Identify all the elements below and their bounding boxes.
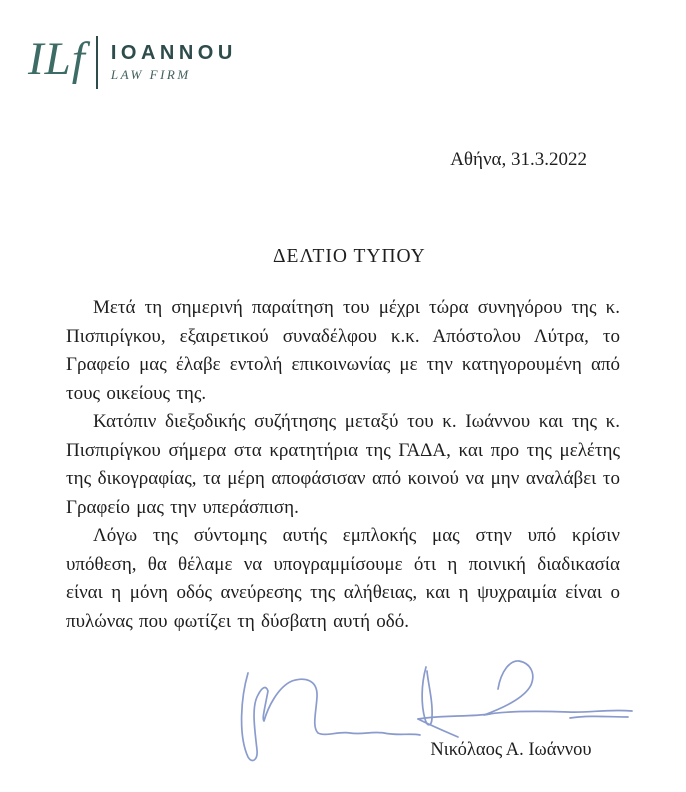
firm-name: IOANNOU	[110, 42, 237, 64]
dateline: Αθήνα, 31.3.2022	[450, 149, 587, 170]
signatory-name: Νικόλαος Α. Ιωάννου	[430, 740, 592, 760]
letter-body	[66, 294, 620, 636]
firm-name-block	[111, 42, 237, 83]
firm-logo-monogram: ILf	[28, 33, 86, 85]
paragraph-2: Κατόπιν διεξοδικής συζήτησης μεταξύ του κ. Ιωάννου και της κ. Πισπιρίγκου σήμερα στα κρατητήρια της ΓΑΔΑ, και προ της μελέτης της δικογραφίας, τα μέρη αποφάσισαν από κοινού να μην αναλάβει το Γραφείο μας την υπεράσπιση.	[66, 411, 620, 518]
paragraph-1: Μετά τη σημερινή παραίτηση του μέχρι τώρα συνηγόρου της κ. Πισπιρίγκου, εξαιρετικού συναδέλφου κ.κ. Απόστολου Λύτρα, το Γραφείο μας έλαβε εντολή επικοινωνίας με την κατηγορουμένη από τους οικείους της.	[66, 297, 620, 404]
press-release-title: ΔΕΛΤΙΟ ΤΥΠΟΥ	[273, 246, 426, 267]
paragraph-3: Λόγω της σύντομης αυτής εμπλοκής μας στην υπό κρίσιν υπόθεση, θα θέλαμε να υπογραμμίσουμε ότι η ποινική διαδικασία είναι η μόνη οδός ανεύρεσης της αλήθειας, και η ψυχραιμία είναι ο πυλώνας που φωτίζει τη δύσβατη αυτή οδό.	[66, 525, 620, 632]
logo-divider	[96, 36, 98, 89]
firm-subtitle: LAW FIRM	[110, 67, 191, 82]
letterhead	[28, 33, 237, 89]
